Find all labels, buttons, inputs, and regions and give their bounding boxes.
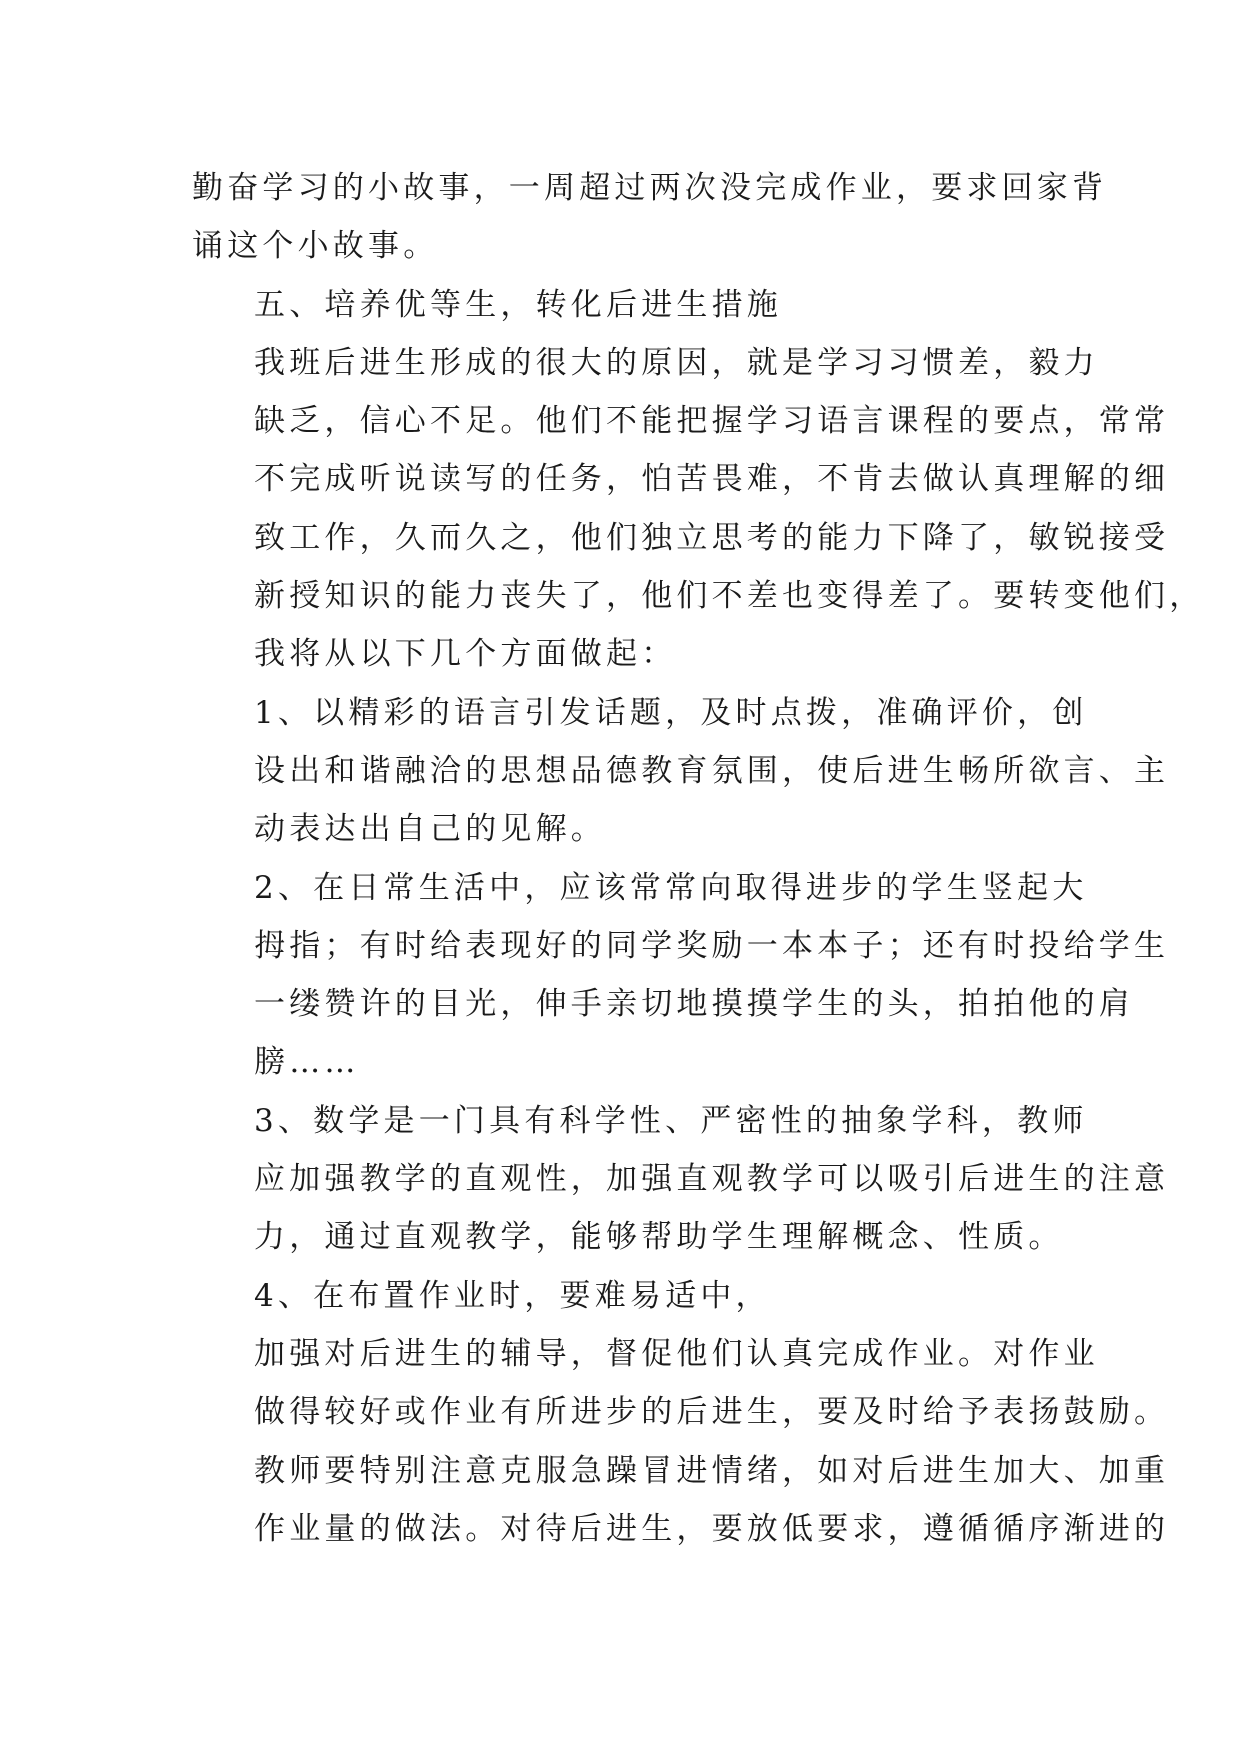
text-line: 作业量的做法。对待后进生，要放低要求，遵循循序渐进的 [254, 1510, 1170, 1547]
text-line: 不完成听说读写的任务，怕苦畏难，不肯去做认真理解的细 [254, 461, 1170, 498]
text-line: 应加强教学的直观性，加强直观教学可以吸引后进生的注意 [254, 1161, 1170, 1198]
text-line: 4、在布置作业时，要难易适中， [254, 1277, 771, 1314]
text-line: 新授知识的能力丧失了，他们不差也变得差了。要转变他们， [254, 578, 1205, 615]
text-line: 勤奋学习的小故事，一周超过两次没完成作业，要求回家背 [192, 170, 1108, 206]
text-line: 力，通过直观教学，能够帮助学生理解概念、性质。 [254, 1219, 1064, 1256]
text-line: 我班后进生形成的很大的原因，就是学习习惯差，毅力 [254, 344, 1099, 381]
text-line: 做得较好或作业有所进步的后进生，要及时给予表扬鼓励。 [254, 1394, 1170, 1431]
paragraph-story [192, 159, 1108, 276]
text-line: 2、在日常生活中，应该常常向取得进步的学生竖起大 [254, 869, 1088, 906]
list-item-1 [192, 684, 1170, 859]
text-line: 缺乏，信心不足。他们不能把握学习语言课程的要点，常常 [254, 403, 1170, 440]
text-line: 五、培养优等生，转化后进生措施 [254, 286, 782, 323]
paragraph-homework [192, 1325, 1170, 1558]
text-line: 我将从以下几个方面做起： [254, 636, 677, 673]
text-line: 一缕赞许的目光，伸手亲切地摸摸学生的头，拍拍他的肩 [254, 986, 1134, 1023]
list-item-4 [192, 1267, 1072, 1325]
text-line: 教师要特别注意克服急躁冒进情绪，如对后进生加大、加重 [254, 1452, 1170, 1489]
text-line: 设出和谐融洽的思想品德教育氛围，使后进生畅所欲言、主 [254, 752, 1170, 789]
body-text [192, 159, 1205, 1558]
paragraph-causes [192, 334, 1205, 684]
text-line: 拇指；有时给表现好的同学奖励一本本子；还有时投给学生 [254, 927, 1170, 964]
text-line: 诵这个小故事。 [192, 228, 439, 265]
text-line: 加强对后进生的辅导，督促他们认真完成作业。对作业 [254, 1335, 1099, 1372]
text-line: 致工作，久而久之，他们独立思考的能力下降了，敏锐接受 [254, 519, 1170, 556]
list-item-3 [192, 1092, 1170, 1267]
text-line: 动表达出自己的见解。 [254, 811, 606, 848]
list-item-2 [192, 859, 1170, 1092]
text-line: 膀…… [254, 1044, 360, 1081]
section-heading [192, 276, 1072, 334]
text-line: 1、以精彩的语言引发话题，及时点拨，准确评价，创 [254, 694, 1088, 731]
text-line: 3、数学是一门具有科学性、严密性的抽象学科，教师 [254, 1102, 1088, 1139]
